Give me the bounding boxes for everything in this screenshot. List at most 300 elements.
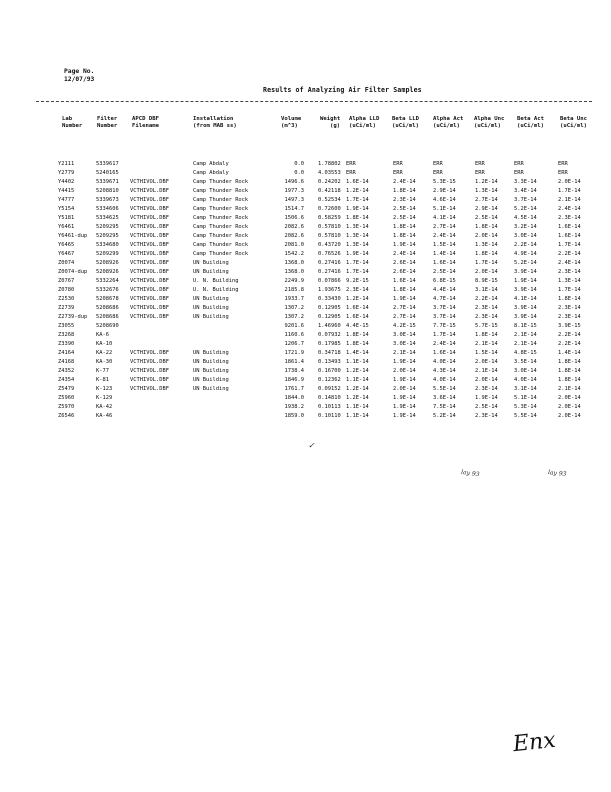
col-beta-act: Beta Act (uCi/ml) (517, 116, 544, 129)
cell-weight: 0.12905 (318, 305, 341, 311)
cell-installation: U. N. Building (193, 278, 239, 284)
cell-lab-number: Z5479 (58, 386, 75, 392)
cell-volume: 1206.7 (284, 341, 304, 347)
cell-beta-unc: 2.2E-14 (558, 251, 581, 257)
cell-alpha-unc: 5.7E-15 (475, 323, 498, 329)
table-row (0, 313, 611, 322)
cell-alpha-lld: 1.9E-14 (346, 206, 369, 212)
cell-lab-number: Z5960 (58, 395, 75, 401)
cell-alpha-lld: 1.2E-14 (346, 395, 369, 401)
col-beta-unc: Beta Unc (uCi/ml) (560, 116, 587, 129)
cell-beta-unc: 2.4E-14 (558, 206, 581, 212)
cell-weight: 0.34718 (318, 350, 341, 356)
col-alpha-unc: Alpha Unc (uCi/ml) (474, 116, 505, 129)
cell-beta-lld: ERR (393, 170, 403, 176)
cell-filter-number: K-129 (96, 395, 113, 401)
cell-beta-act: 4.0E-14 (514, 377, 537, 383)
cell-beta-unc: 2.1E-14 (558, 197, 581, 203)
cell-alpha-lld: ERR (346, 161, 356, 167)
cell-beta-unc: 1.8E-14 (558, 368, 581, 374)
cell-beta-lld: 1.9E-14 (393, 359, 416, 365)
cell-beta-act: 5.5E-14 (514, 413, 537, 419)
cell-alpha-lld: 1.1E-14 (346, 377, 369, 383)
cell-installation: UN Building (193, 368, 229, 374)
cell-weight: 0.07932 (318, 332, 341, 338)
cell-beta-act: 2.1E-14 (514, 332, 537, 338)
cell-volume: 1542.2 (284, 251, 304, 257)
cell-lab-number: Y5154 (58, 206, 75, 212)
cell-beta-act: 3.9E-14 (514, 305, 537, 311)
cell-alpha-unc: 2.5E-14 (475, 215, 498, 221)
table-row (0, 385, 611, 394)
cell-alpha-act: 3.7E-14 (433, 305, 456, 311)
cell-lab-number: Z0074-dup (58, 269, 88, 275)
table-row (0, 277, 611, 286)
cell-beta-unc: 1.6E-14 (558, 233, 581, 239)
cell-beta-unc: 2.0E-14 (558, 395, 581, 401)
cell-beta-act: 4.8E-15 (514, 350, 537, 356)
cell-alpha-lld: 1.7E-14 (346, 197, 369, 203)
cell-alpha-unc: 2.1E-14 (475, 341, 498, 347)
cell-beta-unc: 1.8E-14 (558, 359, 581, 365)
cell-apcd-file: VCTHIVOL.DBF (130, 233, 169, 239)
cell-beta-lld: 1.8E-14 (393, 287, 416, 293)
cell-lab-number: Z5970 (58, 404, 75, 410)
cell-alpha-lld: 1.3E-14 (346, 242, 369, 248)
col-lab-number: Lab Number (62, 116, 83, 129)
cell-alpha-lld: 1.7E-14 (346, 260, 369, 266)
cell-beta-lld: 2.3E-14 (393, 197, 416, 203)
cell-weight: 0.12905 (318, 314, 341, 320)
cell-volume: 2082.6 (284, 224, 304, 230)
cell-beta-act: 3.0E-14 (514, 368, 537, 374)
cell-lab-number: Z3390 (58, 341, 75, 347)
cell-alpha-lld: 1.6E-14 (346, 314, 369, 320)
header-divider (36, 101, 592, 102)
cell-apcd-file: VCTHIVOL.DBF (130, 215, 169, 221)
cell-filter-number: KA-10 (96, 341, 113, 347)
table-row (0, 169, 611, 178)
table-row (0, 214, 611, 223)
cell-apcd-file: VCTHIVOL.DBF (130, 287, 169, 293)
page-number-label: Page No. (64, 68, 95, 75)
cell-weight: 0.57810 (318, 224, 341, 230)
cell-filter-number: 5208690 (96, 323, 119, 329)
cell-weight: 0.07866 (318, 278, 341, 284)
cell-beta-act: 3.5E-14 (514, 359, 537, 365)
cell-beta-unc: 3.9E-15 (558, 323, 581, 329)
cell-alpha-lld: ERR (346, 170, 356, 176)
cell-installation: Camp Thunder Rock (193, 215, 249, 221)
table-row (0, 286, 611, 295)
cell-filter-number: 5334625 (96, 215, 119, 221)
cell-alpha-act: 4.6E-14 (433, 197, 456, 203)
cell-volume: 1844.0 (284, 395, 304, 401)
cell-lab-number: Y4415 (58, 188, 75, 194)
cell-weight: 0.52534 (318, 197, 341, 203)
handwritten-margin-note-2: lay 93 (547, 469, 567, 478)
cell-beta-unc: 1.4E-14 (558, 350, 581, 356)
cell-lab-number: Z0780 (58, 287, 75, 293)
cell-lab-number: Z4168 (58, 359, 75, 365)
cell-alpha-unc: 2.7E-14 (475, 197, 498, 203)
cell-beta-unc: 1.6E-14 (558, 224, 581, 230)
cell-filter-number: 5208926 (96, 260, 119, 266)
cell-weight: 0.10113 (318, 404, 341, 410)
cell-beta-lld: 2.4E-14 (393, 251, 416, 257)
cell-lab-number: Z4354 (58, 377, 75, 383)
table-row (0, 196, 611, 205)
cell-beta-act: ERR (514, 161, 524, 167)
table-row (0, 295, 611, 304)
cell-apcd-file: VCTHIVOL.DBF (130, 305, 169, 311)
cell-beta-unc: 2.4E-14 (558, 260, 581, 266)
cell-apcd-file: VCTHIVOL.DBF (130, 179, 169, 185)
cell-filter-number: 5332676 (96, 287, 119, 293)
col-weight: Weight (g) (320, 116, 341, 129)
cell-filter-number: KA-6 (96, 332, 109, 338)
col-alpha-act: Alpha Act (uCi/ml) (433, 116, 464, 129)
cell-beta-act: 4.5E-14 (514, 215, 537, 221)
cell-weight: 0.09152 (318, 386, 341, 392)
handwritten-initials: Enx (511, 727, 557, 758)
cell-lab-number: Y6461 (58, 224, 75, 230)
cell-alpha-act: 4.7E-14 (433, 296, 456, 302)
cell-volume: 1846.9 (284, 377, 304, 383)
cell-volume: 1160.6 (284, 332, 304, 338)
cell-beta-lld: 2.1E-14 (393, 350, 416, 356)
cell-lab-number: Z3055 (58, 323, 75, 329)
cell-lab-number: Y4402 (58, 179, 75, 185)
cell-alpha-act: 6.8E-15 (433, 278, 456, 284)
cell-lab-number: Y5181 (58, 215, 75, 221)
cell-alpha-act: 5.5E-14 (433, 386, 456, 392)
cell-beta-lld: 1.6E-14 (393, 278, 416, 284)
cell-lab-number: Y6461-dup (58, 233, 88, 239)
cell-beta-lld: 1.9E-14 (393, 296, 416, 302)
cell-weight: 0.13493 (318, 359, 341, 365)
cell-filter-number: KA-46 (96, 413, 113, 419)
cell-alpha-act: 1.6E-14 (433, 350, 456, 356)
cell-alpha-unc: ERR (475, 170, 485, 176)
cell-beta-lld: 4.2E-15 (393, 323, 416, 329)
cell-lab-number: Z4164 (58, 350, 75, 356)
cell-alpha-lld: 2.3E-14 (346, 287, 369, 293)
cell-weight: 1.46960 (318, 323, 341, 329)
table-row (0, 403, 611, 412)
cell-weight: 0.27416 (318, 260, 341, 266)
cell-weight: 0.10110 (318, 413, 341, 419)
col-installation: Installation (from MAB ss) (193, 116, 237, 129)
cell-installation: UN Building (193, 377, 229, 383)
cell-beta-act: 8.1E-15 (514, 323, 537, 329)
cell-beta-unc: 2.1E-14 (558, 386, 581, 392)
cell-filter-number: 5240165 (96, 170, 119, 176)
cell-lab-number: Y2111 (58, 161, 75, 167)
cell-apcd-file: VCTHIVOL.DBF (130, 377, 169, 383)
cell-alpha-unc: 2.0E-14 (475, 377, 498, 383)
cell-lab-number: Y6465 (58, 242, 75, 248)
cell-alpha-unc: 2.3E-14 (475, 413, 498, 419)
cell-alpha-lld: 1.9E-14 (346, 251, 369, 257)
cell-installation: Camp Thunder Rock (193, 197, 249, 203)
cell-alpha-lld: 1.8E-14 (346, 215, 369, 221)
cell-filter-number: 5339673 (96, 197, 119, 203)
cell-weight: 0.43720 (318, 242, 341, 248)
cell-beta-unc: 2.0E-14 (558, 179, 581, 185)
cell-lab-number: Y6467 (58, 251, 75, 257)
cell-alpha-unc: 1.5E-14 (475, 350, 498, 356)
cell-beta-act: 3.2E-14 (514, 224, 537, 230)
cell-filter-number: 5339617 (96, 161, 119, 167)
cell-beta-lld: 1.9E-14 (393, 404, 416, 410)
cell-lab-number: Z0767 (58, 278, 75, 284)
cell-installation: UN Building (193, 359, 229, 365)
cell-beta-act: 5.3E-14 (514, 404, 537, 410)
cell-alpha-unc: 1.8E-14 (475, 251, 498, 257)
cell-alpha-act: 2.7E-14 (433, 224, 456, 230)
cell-beta-unc: 2.2E-14 (558, 332, 581, 338)
cell-alpha-act: 1.4E-14 (433, 251, 456, 257)
cell-volume: 1933.7 (284, 296, 304, 302)
cell-filter-number: 5334680 (96, 242, 119, 248)
cell-alpha-unc: 1.7E-14 (475, 260, 498, 266)
cell-beta-lld: 2.7E-14 (393, 305, 416, 311)
cell-weight: 0.72600 (318, 206, 341, 212)
cell-alpha-unc: 1.3E-14 (475, 188, 498, 194)
cell-installation: UN Building (193, 350, 229, 356)
cell-weight: 4.03553 (318, 170, 341, 176)
cell-alpha-act: 4.0E-14 (433, 377, 456, 383)
table-row (0, 304, 611, 313)
table-row (0, 412, 611, 421)
cell-beta-lld: 1.9E-14 (393, 377, 416, 383)
cell-alpha-unc: 2.1E-14 (475, 368, 498, 374)
cell-volume: 2081.0 (284, 242, 304, 248)
cell-apcd-file: VCTHIVOL.DBF (130, 386, 169, 392)
cell-alpha-act: 1.6E-14 (433, 260, 456, 266)
cell-beta-lld: 2.7E-14 (393, 314, 416, 320)
cell-installation: Camp Thunder Rock (193, 188, 249, 194)
cell-alpha-act: 2.4E-14 (433, 233, 456, 239)
cell-beta-unc: ERR (558, 161, 568, 167)
table-row (0, 268, 611, 277)
cell-beta-lld: 2.0E-14 (393, 386, 416, 392)
cell-alpha-lld: 1.2E-14 (346, 296, 369, 302)
cell-volume: 1977.3 (284, 188, 304, 194)
cell-installation: Camp Thunder Rock (193, 251, 249, 257)
table-row (0, 331, 611, 340)
cell-apcd-file: VCTHIVOL.DBF (130, 224, 169, 230)
col-beta-lld: Beta LLD (uCi/ml) (392, 116, 419, 129)
cell-alpha-act: 5.3E-15 (433, 179, 456, 185)
cell-alpha-act: 7.7E-15 (433, 323, 456, 329)
cell-alpha-lld: 1.1E-14 (346, 404, 369, 410)
cell-alpha-lld: 1.4E-14 (346, 350, 369, 356)
cell-alpha-unc: 3.1E-14 (475, 287, 498, 293)
cell-installation: Camp Abdaly (193, 161, 229, 167)
cell-volume: 1938.2 (284, 404, 304, 410)
cell-alpha-unc: ERR (475, 161, 485, 167)
table-row (0, 250, 611, 259)
cell-alpha-lld: 1.7E-14 (346, 269, 369, 275)
cell-installation: U. N. Building (193, 287, 239, 293)
cell-alpha-lld: 1.1E-14 (346, 413, 369, 419)
cell-filter-number: 5209295 (96, 233, 119, 239)
cell-volume: 1738.4 (284, 368, 304, 374)
cell-installation: UN Building (193, 260, 229, 266)
cell-alpha-unc: 2.0E-14 (475, 269, 498, 275)
cell-installation: Camp Thunder Rock (193, 242, 249, 248)
cell-apcd-file: VCTHIVOL.DBF (130, 242, 169, 248)
cell-beta-lld: 2.4E-14 (393, 179, 416, 185)
cell-alpha-unc: 2.2E-14 (475, 296, 498, 302)
cell-alpha-act: 1.7E-14 (433, 332, 456, 338)
table-row (0, 322, 611, 331)
cell-alpha-unc: 1.8E-14 (475, 332, 498, 338)
cell-alpha-lld: 1.2E-14 (346, 368, 369, 374)
cell-filter-number: KA-30 (96, 359, 113, 365)
cell-lab-number: Z0074 (58, 260, 75, 266)
cell-alpha-unc: 2.3E-14 (475, 305, 498, 311)
cell-installation: UN Building (193, 269, 229, 275)
cell-apcd-file: VCTHIVOL.DBF (130, 269, 169, 275)
cell-filter-number: K-123 (96, 386, 113, 392)
cell-filter-number: K-77 (96, 368, 109, 374)
handwritten-check-mark: ✓ (308, 441, 315, 450)
cell-filter-number: 5208810 (96, 188, 119, 194)
cell-installation: Camp Thunder Rock (193, 179, 249, 185)
cell-alpha-act: 4.4E-14 (433, 287, 456, 293)
cell-lab-number: Z4352 (58, 368, 75, 374)
cell-alpha-act: 2.4E-14 (433, 341, 456, 347)
cell-beta-act: 3.4E-14 (514, 188, 537, 194)
cell-beta-unc: 1.7E-14 (558, 188, 581, 194)
cell-beta-unc: 2.3E-14 (558, 269, 581, 275)
col-volume: Volume (m^3) (281, 116, 302, 129)
table-row (0, 376, 611, 385)
cell-apcd-file: VCTHIVOL.DBF (130, 278, 169, 284)
table-row (0, 205, 611, 214)
cell-weight: 0.27416 (318, 269, 341, 275)
cell-beta-act: 2.1E-14 (514, 341, 537, 347)
cell-volume: 1497.3 (284, 197, 304, 203)
cell-volume: 1721.9 (284, 350, 304, 356)
table-row (0, 223, 611, 232)
cell-beta-unc: 2.3E-14 (558, 215, 581, 221)
cell-beta-act: 5.2E-14 (514, 260, 537, 266)
cell-filter-number: 5334606 (96, 206, 119, 212)
table-row (0, 394, 611, 403)
cell-alpha-lld: 1.6E-14 (346, 305, 369, 311)
cell-filter-number: KA-22 (96, 350, 113, 356)
cell-beta-lld: 1.9E-14 (393, 413, 416, 419)
cell-alpha-act: 4.3E-14 (433, 368, 456, 374)
cell-lab-number: Z6546 (58, 413, 75, 419)
cell-filter-number: 5209295 (96, 224, 119, 230)
cell-volume: 1496.6 (284, 179, 304, 185)
cell-filter-number: K-81 (96, 377, 109, 383)
cell-beta-unc: 2.0E-14 (558, 404, 581, 410)
table-row (0, 349, 611, 358)
cell-filter-number: KA-42 (96, 404, 113, 410)
cell-volume: 1368.0 (284, 260, 304, 266)
cell-weight: 0.33430 (318, 296, 341, 302)
cell-beta-lld: 2.6E-14 (393, 260, 416, 266)
cell-alpha-act: 5.1E-14 (433, 206, 456, 212)
cell-beta-lld: 1.9E-14 (393, 395, 416, 401)
cell-installation: Camp Thunder Rock (193, 233, 249, 239)
column-headers (0, 116, 611, 136)
cell-apcd-file: VCTHIVOL.DBF (130, 188, 169, 194)
col-filter-number: Filter Number (97, 116, 118, 129)
cell-alpha-lld: 1.3E-14 (346, 224, 369, 230)
cell-weight: 1.93675 (318, 287, 341, 293)
cell-volume: 2082.6 (284, 233, 304, 239)
cell-volume: 1514.7 (284, 206, 304, 212)
cell-alpha-unc: 1.3E-14 (475, 242, 498, 248)
cell-alpha-act: 1.5E-14 (433, 242, 456, 248)
cell-volume: 1761.7 (284, 386, 304, 392)
cell-lab-number: Z3268 (58, 332, 75, 338)
table-row (0, 367, 611, 376)
cell-apcd-file: VCTHIVOL.DBF (130, 260, 169, 266)
cell-beta-act: 3.1E-14 (514, 386, 537, 392)
table-row (0, 241, 611, 250)
cell-alpha-lld: 1.8E-14 (346, 341, 369, 347)
cell-installation: UN Building (193, 296, 229, 302)
cell-apcd-file: VCTHIVOL.DBF (130, 296, 169, 302)
cell-apcd-file: VCTHIVOL.DBF (130, 314, 169, 320)
page-header (64, 68, 94, 84)
cell-alpha-unc: 1.2E-14 (475, 179, 498, 185)
cell-beta-unc: 1.7E-14 (558, 287, 581, 293)
cell-alpha-lld: 1.8E-14 (346, 332, 369, 338)
cell-beta-lld: 2.0E-14 (393, 368, 416, 374)
cell-alpha-lld: 1.2E-14 (346, 188, 369, 194)
table-row (0, 178, 611, 187)
cell-installation: UN Building (193, 386, 229, 392)
table-row (0, 160, 611, 169)
cell-beta-unc: 1.8E-14 (558, 296, 581, 302)
cell-filter-number: 5208686 (96, 305, 119, 311)
cell-alpha-unc: 2.3E-14 (475, 314, 498, 320)
cell-lab-number: Y4777 (58, 197, 75, 203)
cell-beta-lld: 1.8E-14 (393, 233, 416, 239)
cell-installation: Camp Abdaly (193, 170, 229, 176)
cell-beta-lld: 2.6E-14 (393, 269, 416, 275)
cell-volume: 0.0 (294, 170, 304, 176)
table-row (0, 259, 611, 268)
cell-installation: UN Building (193, 314, 229, 320)
cell-beta-lld: 2.5E-14 (393, 206, 416, 212)
cell-alpha-unc: 2.9E-14 (475, 206, 498, 212)
cell-alpha-lld: 1.6E-14 (346, 179, 369, 185)
cell-beta-act: 3.3E-14 (514, 179, 537, 185)
cell-alpha-act: 4.0E-14 (433, 359, 456, 365)
cell-apcd-file: VCTHIVOL.DBF (130, 206, 169, 212)
cell-beta-act: 2.2E-14 (514, 242, 537, 248)
cell-beta-act: 3.9E-14 (514, 269, 537, 275)
cell-beta-act: 1.9E-14 (514, 278, 537, 284)
cell-apcd-file: VCTHIVOL.DBF (130, 197, 169, 203)
cell-beta-unc: 2.2E-14 (558, 341, 581, 347)
cell-apcd-file: VCTHIVOL.DBF (130, 251, 169, 257)
cell-beta-act: 3.9E-14 (514, 314, 537, 320)
cell-volume: 1307.2 (284, 305, 304, 311)
cell-lab-number: Y2779 (58, 170, 75, 176)
cell-apcd-file: VCTHIVOL.DBF (130, 350, 169, 356)
